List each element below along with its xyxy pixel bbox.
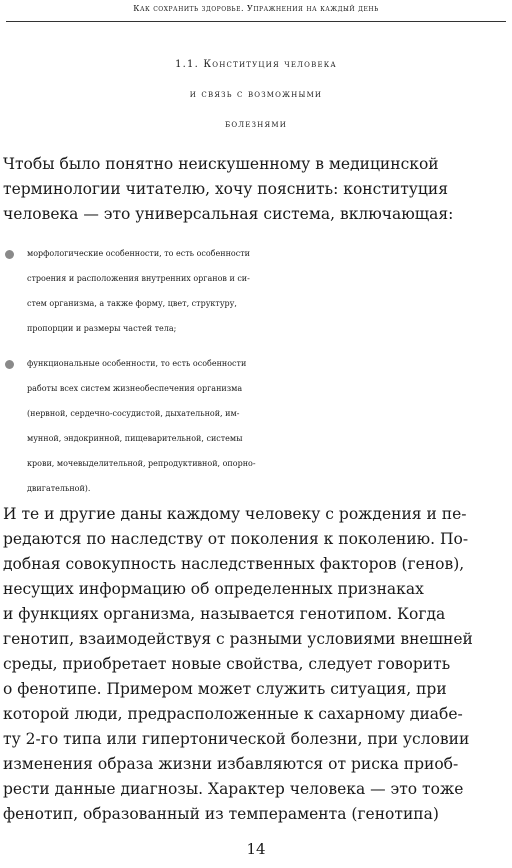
bullet-icon bbox=[5, 250, 14, 259]
text-line: несущих информацию об определенных признаках bbox=[3, 580, 424, 598]
text-line: и функциях организма, называется генотипом. Когда bbox=[3, 605, 446, 623]
text-line: добная совокупность наследственных факторов (генов), bbox=[3, 555, 465, 573]
text-line: двигательной). bbox=[27, 484, 91, 493]
text-line: пропорции и размеры частей тела; bbox=[27, 324, 177, 333]
page-number: 14 bbox=[246, 840, 266, 858]
intro-paragraph bbox=[3, 152, 509, 227]
bullet-list bbox=[0, 241, 512, 501]
header-rule bbox=[6, 21, 506, 22]
text-line: морфологические особенности, то есть особенности bbox=[27, 249, 250, 258]
chapter-title-line: и связь с возможными bbox=[189, 89, 323, 100]
list-item bbox=[0, 351, 512, 501]
text-line: работы всех систем жизнеобеспечения организма bbox=[27, 384, 243, 393]
list-item bbox=[0, 241, 512, 341]
text-line: стем организма, а также форму, цвет, структуру, bbox=[27, 299, 237, 308]
text-line: о фенотипе. Примером может служить ситуация, при bbox=[3, 680, 447, 698]
text-line: Чтобы было понятно неискушенному в медицинской bbox=[3, 155, 439, 173]
text-line: изменения образа жизни избавляются от риска приоб- bbox=[3, 755, 459, 773]
text-line: И те и другие даны каждому человеку с рождения и пе- bbox=[3, 505, 467, 523]
text-line: фенотип, образованный из темперамента (генотипа) bbox=[3, 805, 439, 823]
bullet-icon bbox=[5, 360, 14, 369]
text-line: среды, приобретает новые свойства, следует говорить bbox=[3, 655, 451, 673]
text-line: которой люди, предрасположенные к сахарному диабе- bbox=[3, 705, 463, 723]
text-line: крови, мочевыделительной, репродуктивной, опорно- bbox=[27, 459, 256, 468]
chapter-title bbox=[0, 50, 512, 140]
text-line: генотип, взаимодействуя с разными условиями внешней bbox=[3, 630, 473, 648]
main-paragraph bbox=[3, 502, 509, 827]
text-line: (нервной, сердечно-сосудистой, дыхательной, им- bbox=[27, 409, 240, 418]
text-line: редаются по наследству от поколения к поколению. По- bbox=[3, 530, 469, 548]
text-line: функциональные особенности, то есть особенности bbox=[27, 359, 247, 368]
text-line: терминологии читателю, хочу пояснить: конституция bbox=[3, 180, 448, 198]
text-line: ту 2-го типа или гипертонической болезни, при условии bbox=[3, 730, 470, 748]
text-line: рести данные диагнозы. Характер человека — это тоже bbox=[3, 780, 464, 798]
chapter-title-line: болезнями bbox=[224, 119, 288, 130]
chapter-title-line: 1.1. Конституция человека bbox=[175, 59, 337, 70]
text-line: строения и расположения внутренних органов и си- bbox=[27, 274, 250, 283]
text-line: мунной, эндокринной, пищеварительной, системы bbox=[27, 434, 243, 443]
running-head: Как сохранить здоровье. Упражнения на каждый день bbox=[133, 4, 379, 13]
text-line: человека — это универсальная система, включающая: bbox=[3, 205, 454, 223]
